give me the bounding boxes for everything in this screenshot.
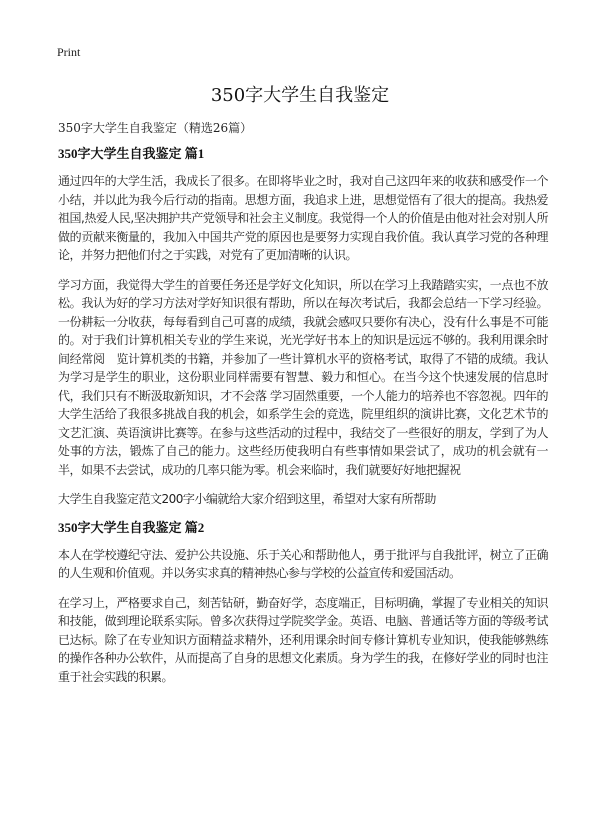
section-2 — [58, 520, 548, 687]
section-1 — [58, 146, 548, 509]
section-1-paragraph-1: 通过四年的大学生活，我成长了很多。在即将毕业之时，我对自己这四年来的收获和感受作一个小结，并以此为我今后行动的指南。思想方面，我追求上进，思想觉悟有了很大的提高。我热爱祖国,热爱人民,坚决拥护共产党领导和社会主义制度。我觉得一个人的价值是由他对社会对别人所做的贡献来衡量的，我加入中国共产党的原因也是要努力实现自我价值。我认真学习党的各种理论，并努力把他们付之于实践，对党有了更加清晰的认识。 — [58, 174, 548, 262]
section-1-heading: 350字大学生自我鉴定 篇1 — [58, 146, 205, 161]
section-1-paragraph-2: 学习方面，我觉得大学生的首要任务还是学好文化知识，所以在学习上我踏踏实实，一点也不放松。我认为好的学习方法对学好知识很有帮助，所以在每次考试后，我都会总结一下学习经验。一份耕耘一分收获，每每看到自己可喜的成绩，我就会感叹只要你有决心，没有什么事是不可能的。对于我们计算机相关专业的学生来说，光光学好书本上的知识是远远不够的。我利用课余时间经常阅 览计算机类的书籍，并参加了一些计算机水平的资格考试，取得了不错的成绩。我认为学习是学生的职业，这份职业同样需要有智慧、毅力和恒心。在当今这个快速发展的信息时代，我们只有不断汲取新知识，才不会落 学习固然重要，一个人能力的培养也不容忽视。四年的大学生活给了我很多挑战自我的机会，如系学生会的竞选，院里组织的演讲比赛，文化艺术节的文艺汇演、英语演讲比赛等。在参与这些活动的过程中，我结交了一些很好的朋友，学到了为人处事的方法，锻炼了自己的能力。这些经历使我明白有些事情如果尝试了，成功的机会就有一半，如果不去尝试，成功的几率只能为零。机会来临时，我们就要好好地把握祝 — [58, 277, 548, 477]
article-body — [58, 120, 548, 697]
page-title: 350字大学生自我鉴定 — [210, 85, 390, 106]
print-link[interactable]: Print — [57, 45, 81, 59]
section-2-paragraph-2: 在学习上，严格要求自己，刻苦钻研，勤奋好学，态度端正，目标明确，掌握了专业相关的知识和技能，做到理论联系实际。曾多次获得过学院奖学金。英语、电脑、普通话等方面的等级考试已达标。除了在专业知识方面精益求精外，还利用课余时间专修计算机专业知识，使我能够熟练的操作各种办公软件，从而提高了自身的思想文化素质。身为学生的我，在修好学业的同时也注重于社会实践的积累。 — [58, 595, 548, 684]
article-subtitle: 350字大学生自我鉴定（精选26篇） — [58, 121, 253, 135]
section-2-paragraph-1: 本人在学校遵纪守法、爱护公共设施、乐于关心和帮助他人，勇于批评与自我批评，树立了正确的人生观和价值观。并以务实求真的精神热心参与学校的公益宣传和爱国活动。 — [58, 547, 548, 580]
section-2-heading: 350字大学生自我鉴定 篇2 — [58, 519, 205, 535]
section-1-paragraph-3: 大学生自我鉴定范文200字小编就给大家介绍到这里，希望对大家有所帮助 — [58, 492, 436, 506]
